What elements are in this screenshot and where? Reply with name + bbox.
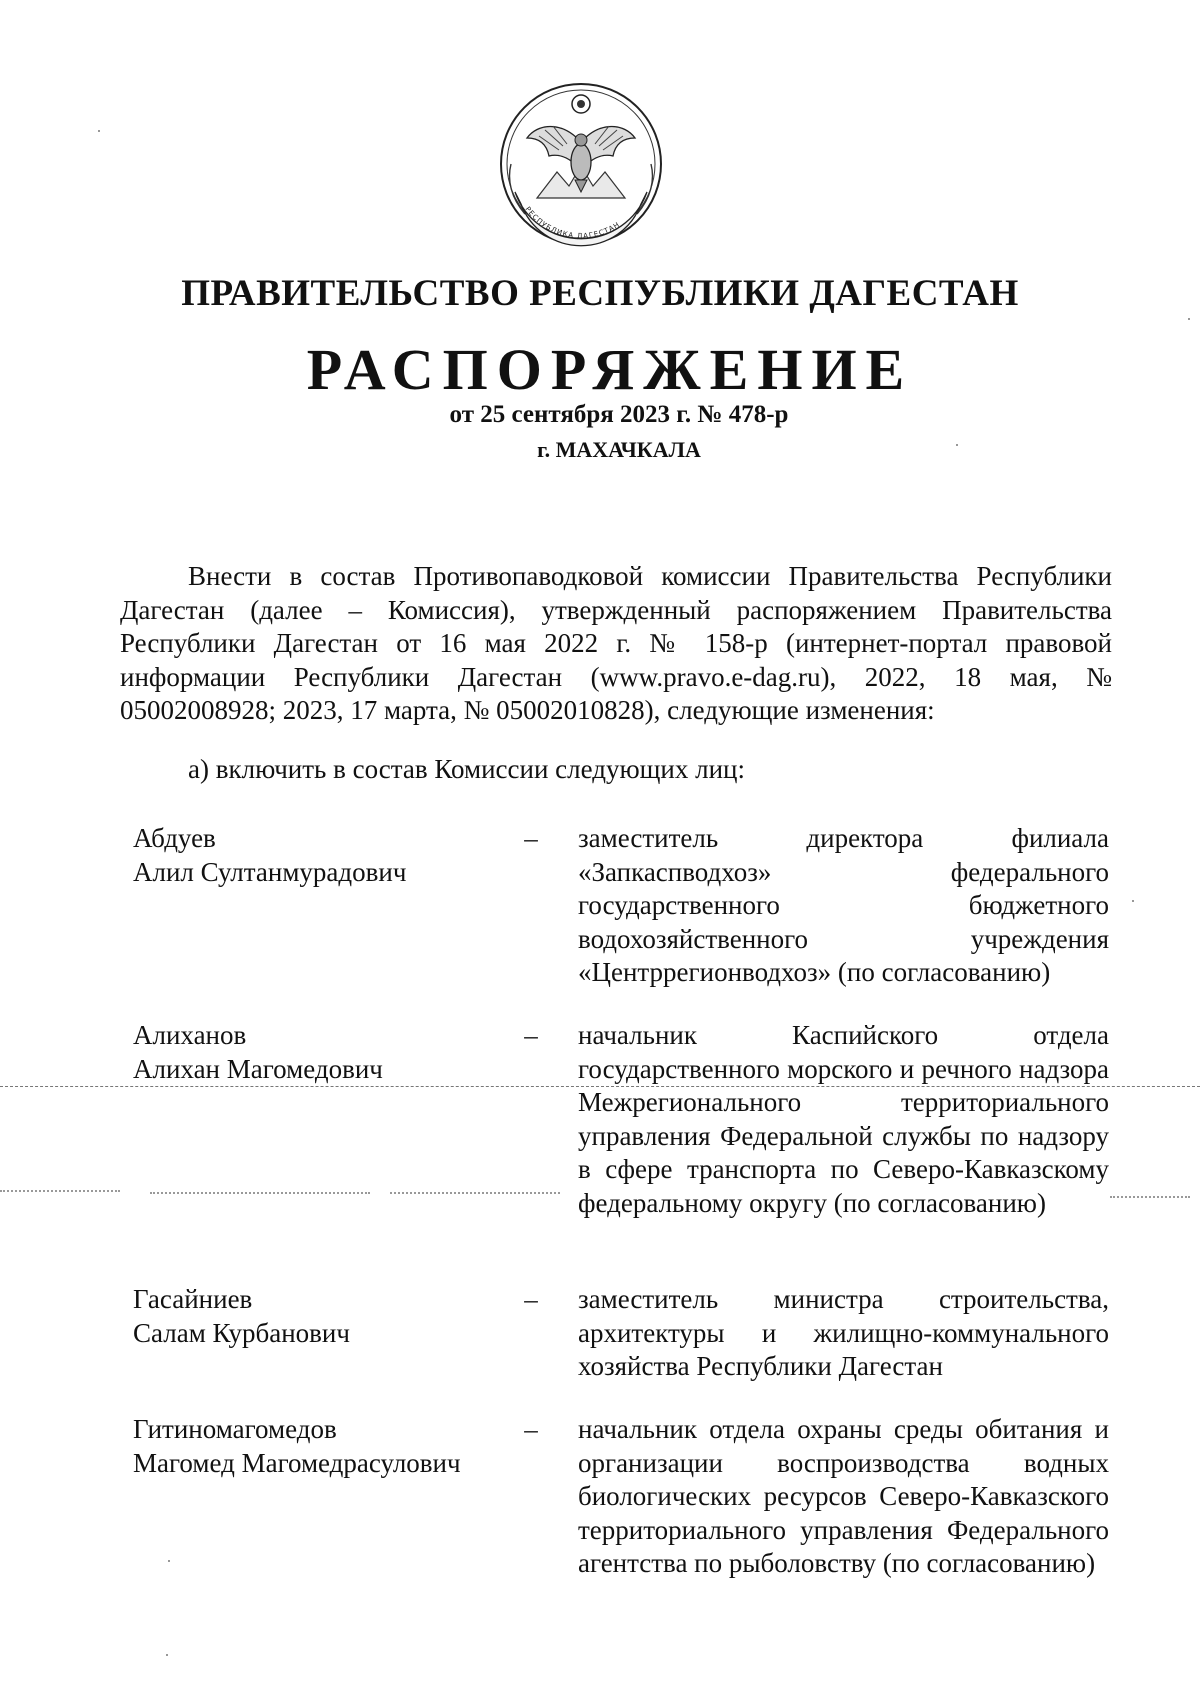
member-surname: Алиханов xyxy=(133,1020,247,1050)
member-name xyxy=(133,822,513,889)
document-type: РАСПОРЯЖЕНИЕ xyxy=(306,337,914,402)
item-a: а) включить в состав Комиссии следующих лиц: xyxy=(188,754,746,784)
scan-speck xyxy=(1132,900,1134,902)
government-title: ПРАВИТЕЛЬСТВО РЕСПУБЛИКИ ДАГЕСТАН xyxy=(181,273,1019,314)
member-given-name: Салам Курбанович xyxy=(133,1317,350,1348)
member-given-name: Алил Султанмурадович xyxy=(133,856,407,887)
member-given-name: Магомед Магомедрасулович xyxy=(133,1447,461,1478)
scan-speck xyxy=(98,130,100,132)
member-role: заместитель министра строительства, архитектуры и жилищно-коммунального хозяйства Республики Дагестан xyxy=(578,1284,1109,1381)
document-city: г. МАХАЧКАЛА xyxy=(537,437,701,462)
member-dash: – xyxy=(524,1284,538,1314)
member-dash: – xyxy=(524,1020,538,1050)
member-name xyxy=(133,1413,513,1480)
dagestan-coat-of-arms-icon xyxy=(497,80,665,248)
scan-speck xyxy=(168,1560,170,1562)
member-dash: – xyxy=(524,1414,538,1444)
scan-artifact-dots xyxy=(1110,1196,1190,1198)
member-dash: – xyxy=(524,823,538,853)
scan-speck xyxy=(956,444,958,446)
scan-speck xyxy=(166,1654,168,1656)
intro-paragraph: Внести в состав Противопаводковой комиссии Правительства Республики Дагестан (далее – Комиссия), утвержденный распоряжением Правительства Республики Дагестан от 16 мая 2022 г. № 158-р (интернет-портал правовой информации Республики Дагестан (www.pravo.e-dag.ru), 2022, 18 мая, № 05002008928; 2023, 17 марта, № 05002010828), следующие изменения: xyxy=(120,561,1112,725)
member-surname: Гасайниев xyxy=(133,1284,253,1314)
emblem-ribbon-text: РЕСПУБЛИКА ДАГЕСТАН xyxy=(523,205,622,241)
scan-artifact-dots xyxy=(390,1192,560,1194)
document-date-number: от 25 сентября 2023 г. № 478-р xyxy=(449,401,789,428)
member-role: начальник Каспийского отдела государственного морского и речного надзора Межрегионального территориального управления Федеральной службы по надзору в сфере транспорта по Северо-Кавказскому федеральному округу (по согласованию) xyxy=(578,1020,1109,1218)
svg-text:РЕСПУБЛИКА ДАГЕСТАН xyxy=(523,205,621,240)
scan-artifact-dots xyxy=(150,1192,370,1194)
member-given-name: Алихан Магомедович xyxy=(133,1053,383,1084)
scan-artifact-dots xyxy=(0,1190,120,1192)
member-surname: Абдуев xyxy=(133,823,216,853)
member-surname: Гитиномагомедов xyxy=(133,1414,337,1444)
member-role: заместитель директора филиала «Запкаспводхоз» федерального государственного бюджетного водохозяйственного учреждения «Центррегионводхоз» (по согласованию) xyxy=(578,823,1109,987)
member-name xyxy=(133,1283,513,1350)
member-name xyxy=(133,1019,513,1086)
scan-speck xyxy=(1188,318,1190,320)
scan-artifact-line xyxy=(0,1086,1200,1087)
member-role: начальник отдела охраны среды обитания и организации воспроизводства водных биологических ресурсов Северо-Кавказского территориального управления Федерального агентства по рыболовству (по согласованию) xyxy=(578,1414,1109,1578)
